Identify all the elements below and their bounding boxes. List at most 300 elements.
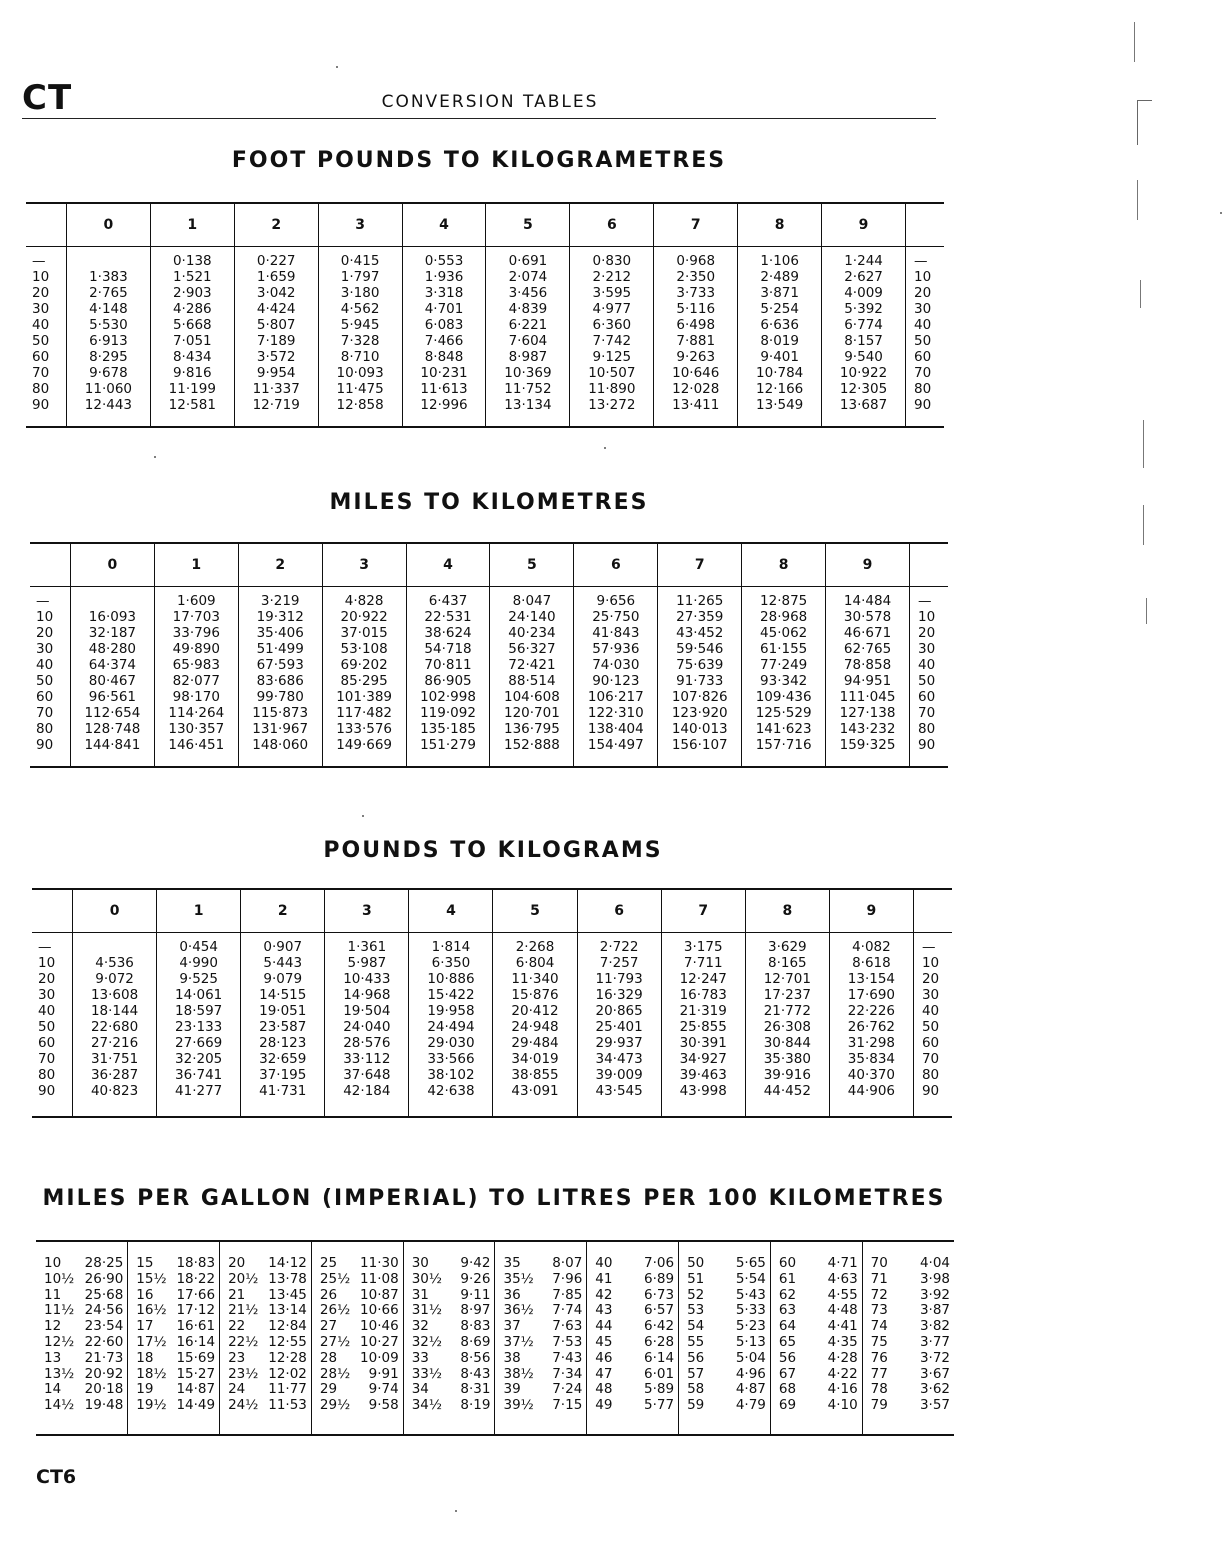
column-header: 6 xyxy=(570,203,654,247)
table-cell: 152·888 xyxy=(504,737,560,753)
mpg-value: 51 xyxy=(687,1270,705,1287)
value-column xyxy=(318,247,402,428)
table-cell: 35·380 xyxy=(763,1051,811,1067)
row-label: 30 xyxy=(36,641,54,657)
table-cell: 33·112 xyxy=(343,1051,391,1067)
mpg-entry xyxy=(44,1351,123,1367)
table-cell: 4·286 xyxy=(172,301,212,317)
mpg-entry xyxy=(412,1382,491,1398)
table-cell: 127·138 xyxy=(839,705,896,721)
row-label: 50 xyxy=(914,333,932,349)
mpg-entry xyxy=(687,1367,766,1383)
table-cell: 107·826 xyxy=(671,689,728,705)
mpg-value: 49 xyxy=(595,1397,613,1414)
table-cell: 27·216 xyxy=(90,1035,139,1051)
table-cell: 7·257 xyxy=(599,955,639,971)
litres-per-100km-value: 4·10 xyxy=(827,1397,858,1414)
table-cell: 9·540 xyxy=(844,349,883,365)
table-cell: 27·669 xyxy=(175,1035,223,1051)
table-cell: 0·968 xyxy=(676,253,716,269)
table-cell: 1·106 xyxy=(760,253,799,269)
table-cell: 42·184 xyxy=(343,1083,391,1099)
litres-per-100km-value: 10·46 xyxy=(360,1318,399,1335)
table-cell: 138·404 xyxy=(587,721,644,737)
table-cell: 30·578 xyxy=(843,609,892,625)
row-labels-right xyxy=(906,247,945,428)
mpg-entry xyxy=(44,1288,123,1304)
table-cell: 1·797 xyxy=(340,269,380,285)
litres-per-100km-value: 17·12 xyxy=(176,1302,216,1319)
table-cell: 19·051 xyxy=(259,1003,307,1019)
table-cell: 12·996 xyxy=(420,397,468,413)
row-label: 60 xyxy=(921,1035,940,1051)
mpg-value: 46 xyxy=(595,1349,613,1366)
column-header: 0 xyxy=(70,543,154,587)
mpg-entry xyxy=(136,1367,215,1383)
table-cell: 38·855 xyxy=(511,1067,559,1083)
margin-scan-mark xyxy=(1146,598,1147,624)
table-cell: 3·871 xyxy=(760,285,799,301)
table-cell: 99·780 xyxy=(256,689,304,705)
table-cell: 4·562 xyxy=(340,301,380,317)
litres-per-100km-value: 7·43 xyxy=(552,1349,583,1366)
mpg-entry xyxy=(136,1382,215,1398)
header-corner-cell xyxy=(910,543,949,587)
table-cell: 8·434 xyxy=(172,349,212,365)
row-label: 60 xyxy=(914,349,932,365)
mpg-entry xyxy=(503,1256,582,1272)
mpg-value: 12½ xyxy=(44,1333,75,1350)
row-label: 20 xyxy=(36,625,54,641)
value-column xyxy=(409,933,493,1118)
table-cell: 136·795 xyxy=(504,721,560,737)
mpg-value: 68 xyxy=(778,1381,797,1398)
mpg-entry xyxy=(136,1272,215,1288)
litres-per-100km-value: 4·35 xyxy=(827,1333,858,1350)
row-label: 60 xyxy=(38,1035,56,1051)
mpg-entry xyxy=(503,1382,582,1398)
row-label: 70 xyxy=(921,1051,940,1067)
litres-per-100km-value: 3·67 xyxy=(919,1365,950,1382)
row-label: — xyxy=(32,253,46,269)
litres-per-100km-value: 7·63 xyxy=(552,1318,583,1335)
mpg-entry xyxy=(228,1335,307,1351)
mpg-entry xyxy=(44,1398,123,1414)
table-cell: 61·155 xyxy=(760,641,808,657)
litres-per-100km-value: 4·16 xyxy=(827,1381,858,1398)
litres-per-100km-value: 11·53 xyxy=(268,1397,307,1414)
mpg-entry xyxy=(320,1256,399,1272)
row-label: 40 xyxy=(32,317,50,333)
litres-per-100km-value: 14·87 xyxy=(176,1381,216,1398)
table-cell: 40·370 xyxy=(847,1067,896,1083)
table-cell: 46·671 xyxy=(843,625,892,641)
table-cell: 37·015 xyxy=(340,625,388,641)
mpg-value: 56 xyxy=(687,1349,705,1366)
table-cell: 8·618 xyxy=(852,955,891,971)
mpg-entry xyxy=(595,1382,674,1398)
value-column xyxy=(154,587,238,768)
table-cell: 5·668 xyxy=(172,317,212,333)
mpg-value: 26 xyxy=(319,1286,338,1303)
table-cell: 11·475 xyxy=(336,381,384,397)
row-label: 80 xyxy=(38,1067,56,1083)
scan-speck xyxy=(604,447,606,449)
litres-per-100km-value: 9·91 xyxy=(368,1365,399,1382)
litres-per-100km-value: 3·92 xyxy=(919,1286,950,1303)
table-cell: 5·254 xyxy=(760,301,799,317)
table-cell: 78·858 xyxy=(843,657,892,673)
table-cell: 2·489 xyxy=(760,269,799,285)
mpg-entry xyxy=(595,1256,674,1272)
table-cell: 6·083 xyxy=(424,317,464,333)
litres-per-100km-value: 4·41 xyxy=(827,1318,858,1335)
table-cell xyxy=(67,253,150,269)
header-corner-cell xyxy=(913,889,952,933)
table-cell: 70·811 xyxy=(424,657,472,673)
row-label: 20 xyxy=(38,971,56,987)
mpg-entry xyxy=(136,1288,215,1304)
litres-per-100km-value: 7·24 xyxy=(552,1381,583,1398)
mpg-entry xyxy=(503,1351,582,1367)
mpg-value: 67 xyxy=(778,1365,797,1382)
mpg-entry xyxy=(228,1272,307,1288)
table-cell: 25·855 xyxy=(679,1019,727,1035)
table-cell: 94·951 xyxy=(843,673,892,689)
row-label: 60 xyxy=(32,349,50,365)
mpg-entry xyxy=(503,1367,582,1383)
column-header: 1 xyxy=(154,543,238,587)
table-cell: 43·545 xyxy=(595,1083,643,1099)
table-cell: 5·443 xyxy=(263,955,303,971)
mpg-value: 39½ xyxy=(503,1397,534,1414)
row-label: 30 xyxy=(914,301,932,317)
table-cell: 7·466 xyxy=(424,333,464,349)
column-header: 8 xyxy=(745,889,829,933)
table-cell: 12·028 xyxy=(672,381,720,397)
table-cell: 3·629 xyxy=(767,939,807,955)
table-cell: 10·646 xyxy=(672,365,720,381)
table-cell: 16·329 xyxy=(595,987,643,1003)
column-header: 7 xyxy=(661,889,745,933)
value-column xyxy=(234,247,318,428)
mpg-entry xyxy=(412,1351,491,1367)
litres-per-100km-value: 9·11 xyxy=(460,1286,491,1303)
litres-per-100km-value: 4·79 xyxy=(735,1397,766,1414)
mpg-value: 37½ xyxy=(503,1333,534,1350)
mpg-entry xyxy=(687,1398,766,1414)
table-cell: 4·828 xyxy=(344,593,384,609)
mpg-value: 44 xyxy=(595,1318,613,1335)
mpg-entry xyxy=(595,1367,674,1383)
table-cell: 12·247 xyxy=(679,971,727,987)
table-cell: 83·686 xyxy=(256,673,304,689)
mpg-entry xyxy=(228,1288,307,1304)
table-cell: 0·227 xyxy=(256,253,296,269)
table-cell: 12·719 xyxy=(252,397,300,413)
mpg-entry xyxy=(595,1319,674,1335)
mpg-entry xyxy=(779,1398,858,1414)
table-cell: 148·060 xyxy=(252,737,309,753)
mpg-value: 64 xyxy=(778,1318,797,1335)
table-cell: 3·595 xyxy=(592,285,632,301)
table-cell: 0·138 xyxy=(172,253,212,269)
table-cell: 13·134 xyxy=(504,397,552,413)
table-cell: 56·327 xyxy=(508,641,556,657)
mpg-value: 70 xyxy=(870,1255,888,1271)
margin-scan-mark xyxy=(1137,180,1138,220)
litres-per-100km-value: 24·56 xyxy=(84,1302,124,1319)
table-cell: 11·613 xyxy=(420,381,468,397)
table-cell: 36·741 xyxy=(175,1067,223,1083)
mpg-entry xyxy=(412,1319,491,1335)
litres-per-100km-value: 20·18 xyxy=(84,1381,124,1398)
mpg-value: 20½ xyxy=(228,1270,259,1287)
litres-per-100km-value: 3·57 xyxy=(919,1397,950,1414)
mpg-value: 21 xyxy=(228,1286,246,1303)
table-cell: 37·648 xyxy=(343,1067,391,1083)
table-cell: 122·310 xyxy=(587,705,644,721)
table-cell: 34·473 xyxy=(595,1051,643,1067)
table-cell: 22·531 xyxy=(424,609,472,625)
row-label: 10 xyxy=(38,955,56,971)
mpg-entry xyxy=(503,1335,582,1351)
litres-per-100km-value: 6·89 xyxy=(644,1270,675,1287)
litres-per-100km-value: 25·68 xyxy=(84,1286,124,1303)
table-cell: 146·451 xyxy=(168,737,225,753)
row-label: 30 xyxy=(32,301,50,317)
value-column xyxy=(658,587,742,768)
mpg-value: 71 xyxy=(870,1270,888,1287)
mpg-value: 15 xyxy=(136,1255,154,1271)
table-cell: 24·948 xyxy=(511,1019,559,1035)
table-cell: 14·061 xyxy=(175,987,223,1003)
table-cell: 10·886 xyxy=(427,971,475,987)
mpg-entry xyxy=(136,1303,215,1319)
table-cell: 6·913 xyxy=(89,333,128,349)
table-cell: 10·093 xyxy=(336,365,384,381)
mpg-value: 37 xyxy=(503,1318,521,1335)
litres-per-100km-value: 4·48 xyxy=(827,1302,858,1319)
table-cell: 65·983 xyxy=(172,657,220,673)
row-label: 80 xyxy=(914,381,932,397)
table-cell: 11·265 xyxy=(676,593,724,609)
table-cell: 38·624 xyxy=(424,625,472,641)
table-cell: 13·608 xyxy=(90,987,139,1003)
value-column xyxy=(829,933,913,1118)
table-cell: 123·920 xyxy=(671,705,728,721)
table-cell: 4·701 xyxy=(424,301,464,317)
mpg-value: 53 xyxy=(687,1302,705,1319)
row-label: 50 xyxy=(918,673,936,689)
table-cell: 24·494 xyxy=(427,1019,475,1035)
table-cell: 45·062 xyxy=(760,625,808,641)
table-cell: 2·627 xyxy=(844,269,883,285)
mpg-entry xyxy=(44,1367,123,1383)
mpg-entry xyxy=(871,1303,950,1319)
table-cell: 115·873 xyxy=(252,705,309,721)
table-cell: 41·843 xyxy=(592,625,640,641)
table-cell: 6·360 xyxy=(592,317,632,333)
mpg-entry xyxy=(779,1256,858,1272)
table-cell: 88·514 xyxy=(508,673,556,689)
table-cell: 5·530 xyxy=(89,317,128,333)
table-cell: 34·927 xyxy=(679,1051,727,1067)
column-header: 4 xyxy=(406,543,490,587)
litres-per-100km-value: 28·25 xyxy=(84,1255,124,1271)
miles-km-table xyxy=(30,542,948,768)
table-cell: 9·125 xyxy=(592,349,632,365)
row-labels-left xyxy=(32,933,73,1118)
table-cell: 12·701 xyxy=(763,971,811,987)
litres-per-100km-value: 7·53 xyxy=(552,1333,583,1350)
table-cell: 3·180 xyxy=(340,285,380,301)
litres-per-100km-value: 4·28 xyxy=(827,1349,858,1366)
table-cell: 0·907 xyxy=(263,939,303,955)
table-cell: 0·830 xyxy=(592,253,632,269)
table-cell: 159·325 xyxy=(839,737,896,753)
mpg-value: 18 xyxy=(136,1349,154,1366)
mpg-entry xyxy=(595,1272,674,1288)
column-header: 0 xyxy=(66,203,150,247)
table-cell: 4·424 xyxy=(256,301,296,317)
row-label: 50 xyxy=(32,333,50,349)
mpg-entry xyxy=(871,1319,950,1335)
column-header: 3 xyxy=(325,889,409,933)
value-column xyxy=(577,933,661,1118)
litres-per-100km-value: 3·87 xyxy=(919,1302,950,1319)
row-label: 30 xyxy=(921,987,940,1003)
table-cell: 9·954 xyxy=(256,365,296,381)
table-cell: 7·742 xyxy=(592,333,632,349)
mpg-value: 32½ xyxy=(411,1333,442,1350)
mpg-table xyxy=(36,1240,954,1436)
table-cell: 13·411 xyxy=(672,397,720,413)
table-cell: 11·890 xyxy=(588,381,636,397)
mpg-value: 52 xyxy=(687,1286,705,1303)
litres-per-100km-value: 8·19 xyxy=(460,1397,491,1414)
mpg-entry xyxy=(871,1335,950,1351)
table-cell: 130·357 xyxy=(168,721,225,737)
mpg-entry xyxy=(228,1398,307,1414)
mpg-value: 33 xyxy=(411,1349,429,1366)
table-cell: 2·212 xyxy=(592,269,632,285)
mpg-entry xyxy=(503,1288,582,1304)
table-cell: 6·437 xyxy=(428,593,468,609)
table-cell: 42·638 xyxy=(427,1083,475,1099)
table-body-row xyxy=(26,247,944,428)
mpg-entry xyxy=(412,1367,491,1383)
litres-per-100km-value: 20·92 xyxy=(84,1365,124,1382)
mpg-value: 36 xyxy=(503,1286,521,1303)
table-cell: 32·205 xyxy=(175,1051,223,1067)
column-header: 4 xyxy=(409,889,493,933)
row-label: 50 xyxy=(36,673,54,689)
mpg-value: 77 xyxy=(870,1365,888,1382)
table-cell: 131·967 xyxy=(252,721,309,737)
mpg-entry xyxy=(687,1303,766,1319)
row-label: 80 xyxy=(32,381,50,397)
row-label: 90 xyxy=(36,737,54,753)
value-column xyxy=(402,247,486,428)
mpg-value: 36½ xyxy=(503,1302,534,1319)
mpg-entry xyxy=(779,1288,858,1304)
mpg-value: 38 xyxy=(503,1349,521,1366)
mpg-value: 23½ xyxy=(228,1365,259,1382)
value-column xyxy=(322,587,406,768)
table-cell: 26·308 xyxy=(763,1019,811,1035)
litres-per-100km-value: 18·83 xyxy=(176,1255,216,1271)
litres-per-100km-value: 9·74 xyxy=(368,1381,399,1398)
table-cell: 1·609 xyxy=(176,593,216,609)
table-cell: 7·189 xyxy=(256,333,296,349)
table-cell: 4·990 xyxy=(179,955,218,971)
table-cell xyxy=(71,593,154,609)
litres-per-100km-value: 7·74 xyxy=(552,1302,583,1319)
value-column xyxy=(742,587,826,768)
table-cell: 157·716 xyxy=(755,737,812,753)
litres-per-100km-value: 9·58 xyxy=(368,1397,399,1414)
litres-per-100km-value: 15·27 xyxy=(176,1365,216,1382)
margin-scan-mark xyxy=(1143,505,1144,545)
table-cell: 3·318 xyxy=(424,285,464,301)
table-cell: 3·733 xyxy=(676,285,716,301)
mpg-entry xyxy=(320,1367,399,1383)
litres-per-100km-value: 3·82 xyxy=(919,1318,950,1335)
table-cell: 32·659 xyxy=(259,1051,307,1067)
table-cell: 33·566 xyxy=(427,1051,475,1067)
mpg-entry xyxy=(595,1303,674,1319)
table-cell: 14·484 xyxy=(843,593,892,609)
mpg-entry xyxy=(412,1398,491,1414)
litres-per-100km-value: 7·34 xyxy=(552,1365,583,1382)
table-cell: 2·268 xyxy=(515,939,555,955)
mpg-value: 61 xyxy=(778,1270,797,1287)
table-cell: 54·718 xyxy=(424,641,472,657)
table-cell: 85·295 xyxy=(340,673,388,689)
margin-scan-mark xyxy=(1143,420,1144,468)
table-cell: 24·040 xyxy=(343,1019,391,1035)
mpg-value: 25 xyxy=(319,1255,338,1271)
mpg-value: 12 xyxy=(44,1318,62,1335)
row-label: 60 xyxy=(36,689,54,705)
mpg-entry xyxy=(44,1319,123,1335)
table-cell: 15·876 xyxy=(511,987,559,1003)
value-column xyxy=(406,587,490,768)
mpg-column xyxy=(220,1241,312,1435)
litres-per-100km-value: 6·42 xyxy=(644,1318,675,1335)
row-label: 50 xyxy=(38,1019,56,1035)
table-cell: 15·422 xyxy=(427,987,475,1003)
mpg-column xyxy=(679,1241,771,1435)
mpg-value: 47 xyxy=(595,1365,613,1382)
litres-per-100km-value: 11·08 xyxy=(360,1270,399,1287)
mpg-value: 32 xyxy=(411,1318,429,1335)
table-cell: 29·484 xyxy=(511,1035,559,1051)
table-cell: 43·091 xyxy=(511,1083,559,1099)
table-cell: 44·906 xyxy=(847,1083,896,1099)
row-label: 50 xyxy=(921,1019,940,1035)
table-cell: 21·319 xyxy=(679,1003,727,1019)
row-label: 20 xyxy=(32,285,50,301)
mpg-column xyxy=(495,1241,587,1435)
table-cell: 30·844 xyxy=(763,1035,811,1051)
row-label: 40 xyxy=(914,317,932,333)
table-cell: 20·922 xyxy=(340,609,388,625)
table-cell: 13·154 xyxy=(847,971,896,987)
table-cell: 5·392 xyxy=(844,301,883,317)
table-cell: 8·987 xyxy=(508,349,548,365)
